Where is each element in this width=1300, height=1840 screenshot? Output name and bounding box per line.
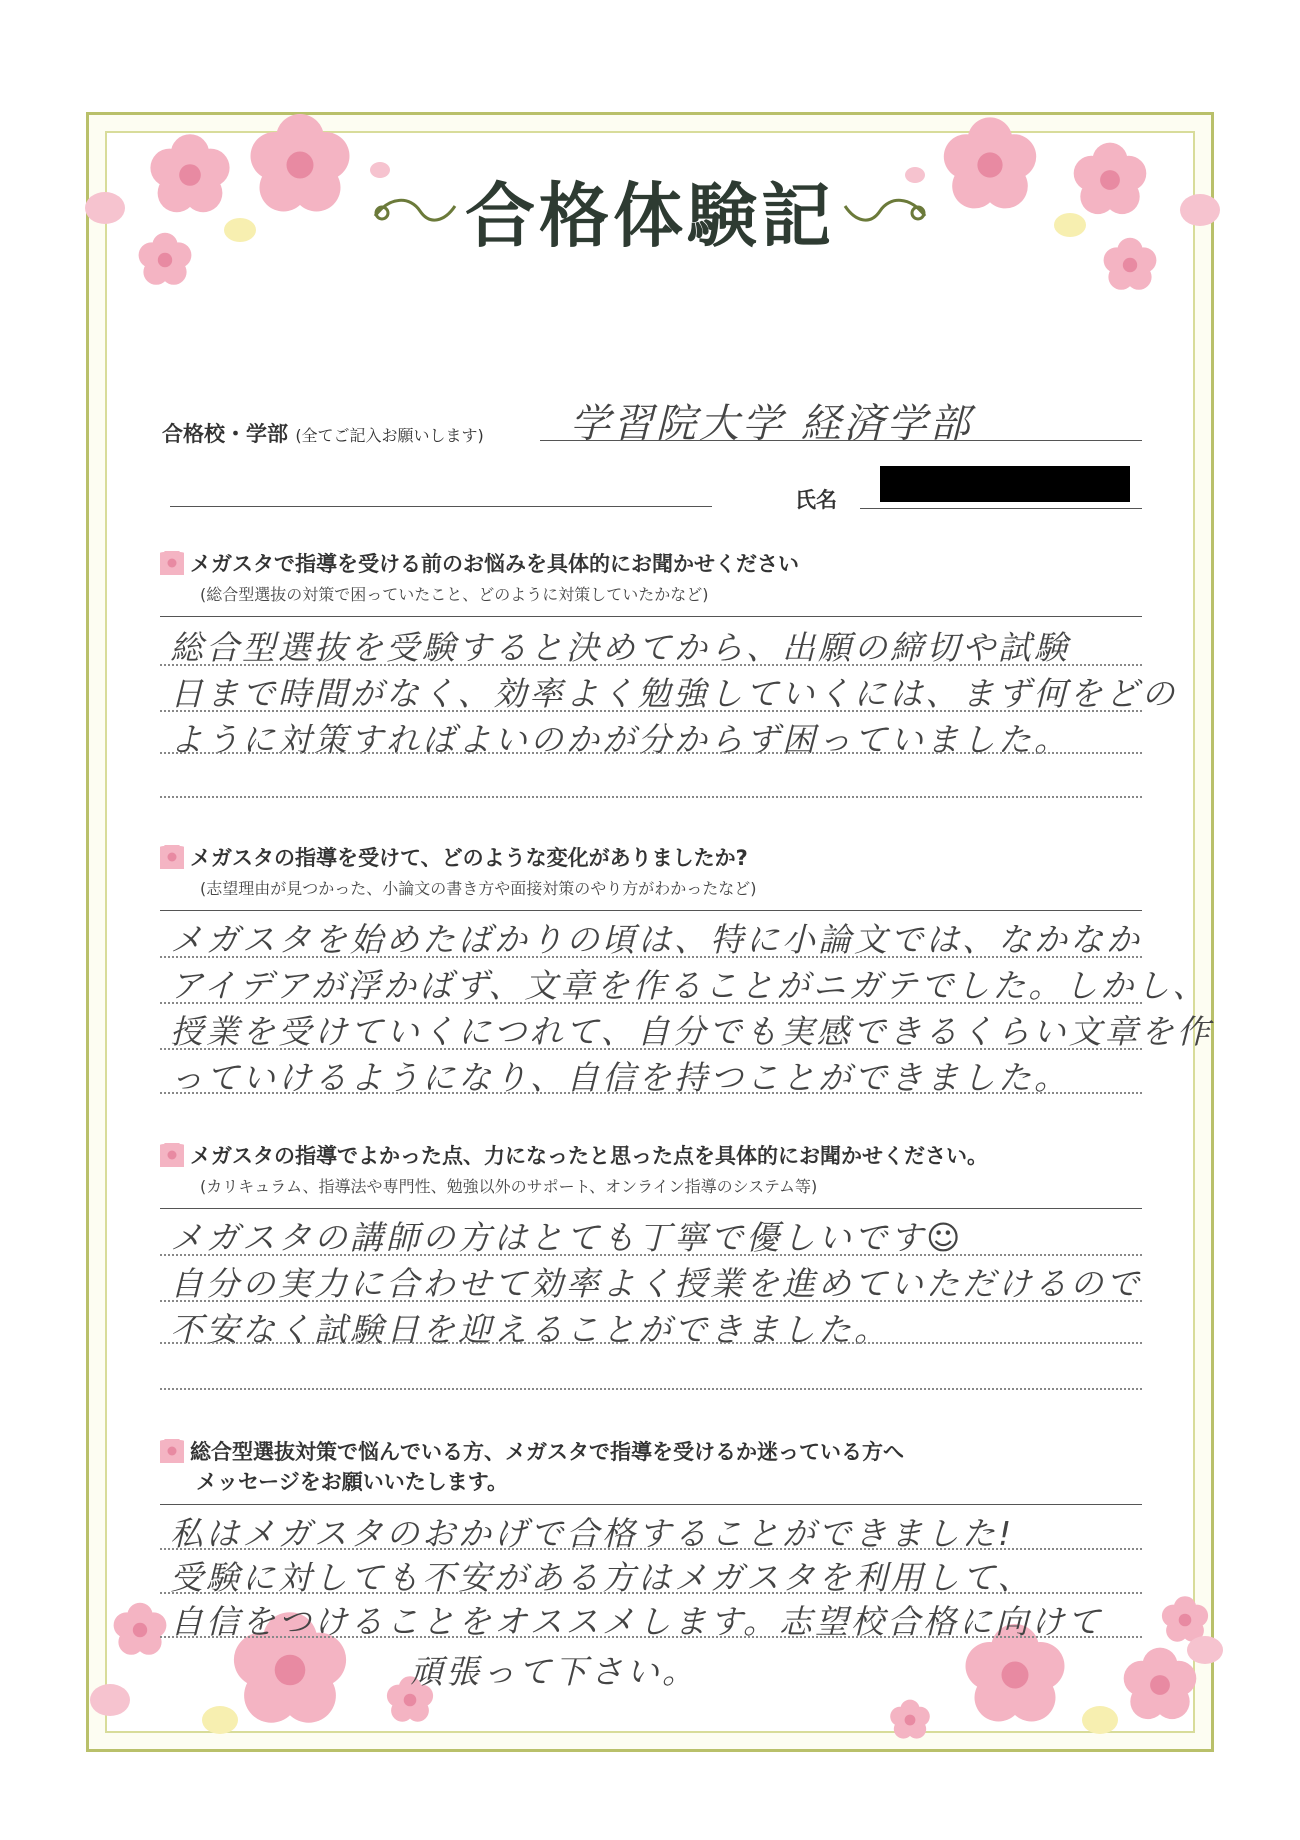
blossom-bullet-icon — [160, 551, 184, 575]
dotted-line — [160, 1342, 1142, 1344]
blossom-icon — [114, 1603, 167, 1655]
q3-subheading: (カリキュラム、指導法や専門性、勉強以外のサポート、オンライン指導のシステム等) — [200, 1177, 818, 1196]
school-value: 学習院大学 経済学部 — [570, 401, 973, 447]
school-label-note: (全てご記入お願いします) — [295, 426, 484, 445]
q4-top-rule — [160, 1504, 1142, 1505]
dotted-line — [160, 1254, 1142, 1256]
title-block — [0, 160, 1300, 261]
dotted-line — [160, 956, 1142, 958]
dotted-line — [160, 1048, 1142, 1050]
flourish-right-icon — [840, 191, 930, 231]
q4-heading-text-1: 総合型選抜対策で悩んでいる方、メガスタで指導を受けるか迷っている方へ — [190, 1440, 904, 1464]
q1-line-3: ように対策すればよいのかが分からず困っていました。 — [170, 720, 1070, 759]
blossom-bullet-icon — [160, 845, 184, 869]
school-underline — [540, 440, 1142, 441]
q1-line-2: 日まで時間がなく、効率よく勉強していくには、まず何をどの — [170, 674, 1178, 713]
dotted-line — [160, 1092, 1142, 1094]
blossom-bullet-icon — [160, 1143, 184, 1167]
q2-line-2: アイデアが浮かばず、文章を作ることがニガテでした。しかし、 — [170, 966, 1209, 1005]
q2-line-4: っていけるようになり、自信を持つことができました。 — [170, 1058, 1070, 1097]
q3-top-rule — [160, 1208, 1142, 1209]
q2-heading — [160, 842, 748, 872]
dotted-line — [160, 796, 1142, 798]
q1-top-rule — [160, 616, 1142, 617]
redacted-name — [880, 466, 1130, 502]
dotted-line — [160, 1002, 1142, 1004]
q4-line-4: 頑張って下さい。 — [410, 1652, 698, 1691]
name-label: 氏名 — [795, 488, 837, 512]
q3-line-1: メガスタの講師の方はとても丁寧で優しいです☺ — [170, 1218, 964, 1257]
school-label-text: 合格校・学部 — [162, 422, 288, 446]
dotted-line — [160, 1548, 1142, 1550]
blossom-icon — [890, 1700, 930, 1739]
flourish-left-icon — [370, 191, 460, 231]
blossom-icon — [1124, 1648, 1197, 1720]
blank-underline — [170, 506, 712, 507]
q4-line-2: 受験に対しても不安がある方はメガスタを利用して、 — [170, 1558, 1034, 1597]
blossom-icon — [1162, 1596, 1208, 1642]
q4-line-3: 自信をつけることをオススメします。志望校合格に向けて — [170, 1602, 1104, 1641]
dotted-line — [160, 1300, 1142, 1302]
q3-line-2: 自分の実力に合わせて効率よく授業を進めていただけるので — [170, 1264, 1142, 1303]
q2-subheading: (志望理由が見つかった、小論文の書き方や面接対策のやり方がわかったなど) — [200, 879, 757, 898]
blossom-bullet-icon — [160, 1439, 184, 1463]
q2-top-rule — [160, 910, 1142, 911]
q1-subheading: (総合型選抜の対策で困っていたこと、どのように対策していたかなど) — [200, 585, 709, 604]
q4-line-1: 私はメガスタのおかげで合格することができました! — [170, 1514, 1015, 1553]
school-label — [162, 418, 484, 448]
page-title: 合格体験記 — [465, 174, 835, 257]
dotted-line — [160, 752, 1142, 754]
dotted-line — [160, 1592, 1142, 1594]
q1-line-1: 総合型選抜を受験すると決めてから、出願の締切や試験 — [170, 628, 1070, 667]
q2-line-1: メガスタを始めたばかりの頃は、特に小論文では、なかなか — [170, 920, 1142, 959]
q1-heading — [160, 548, 799, 578]
dotted-line — [160, 1388, 1142, 1390]
q3-heading — [160, 1140, 988, 1170]
dotted-line — [160, 1636, 1142, 1638]
q3-line-3: 不安なく試験日を迎えることができました。 — [170, 1310, 890, 1349]
q2-line-3: 授業を受けていくにつれて、自分でも実感できるくらい文章を作 — [170, 1012, 1213, 1051]
q1-heading-text: メガスタで指導を受ける前のお悩みを具体的にお聞かせください — [190, 552, 799, 576]
q2-heading-text: メガスタの指導を受けて、どのような変化がありましたか? — [190, 846, 748, 870]
dotted-line — [160, 710, 1142, 712]
q4-heading — [160, 1436, 904, 1466]
q4-heading-line-2: メッセージをお願いいたします。 — [196, 1470, 509, 1494]
name-underline — [860, 508, 1142, 509]
dotted-line — [160, 664, 1142, 666]
q3-heading-text: メガスタの指導でよかった点、力になったと思った点を具体的にお聞かせください。 — [190, 1144, 988, 1168]
